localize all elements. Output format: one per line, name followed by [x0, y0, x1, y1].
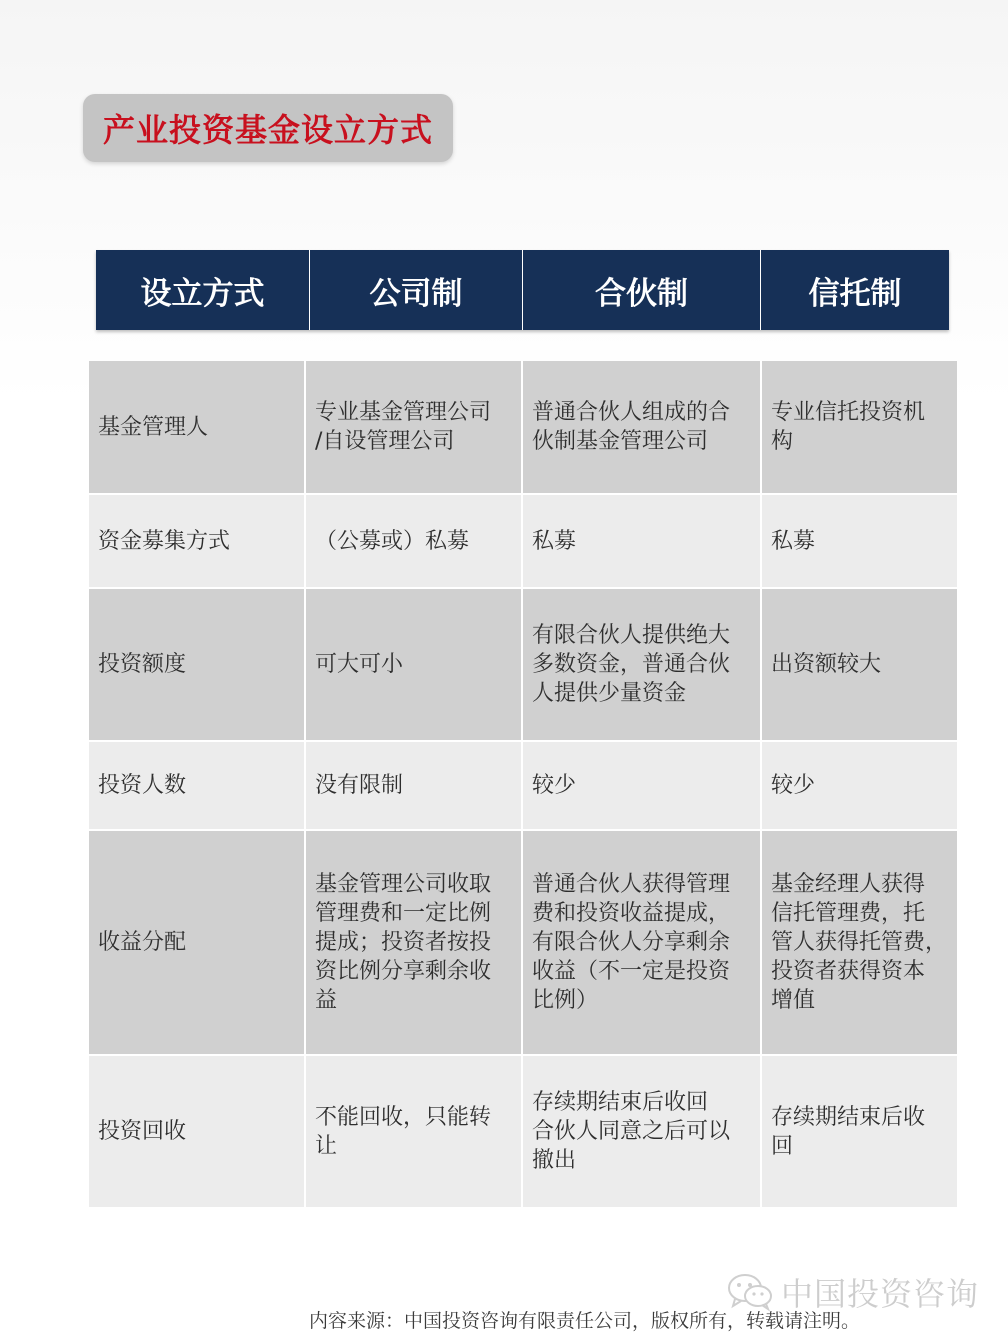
table-cell: 有限合伙人提供绝大 多数资金，普通合伙 人提供少量资金	[523, 589, 762, 740]
table-cell: 专业信托投资机 构	[771, 400, 926, 454]
table-header	[96, 250, 949, 330]
table-cell: 基金管理公司收取 管理费和一定比例 提成；投资者按投 资比例分享剩余收 益	[306, 831, 523, 1054]
table-cell: 专业基金管理公司 /自设管理公司	[306, 361, 523, 493]
table-cell: （公募或）私募	[306, 495, 523, 587]
table-cell: 普通合伙人获得管理 费和投资收益提成， 有限合伙人分享剩余 收益（不一定是投资 比例）	[523, 831, 762, 1054]
table-cell: 可大可小	[306, 589, 523, 740]
table-cell: 存续期结束后收 回	[771, 1104, 926, 1159]
comparison-table	[89, 361, 957, 1209]
table-cell: 私募	[771, 528, 816, 554]
table-row-investors	[89, 742, 957, 831]
row-label: 资金募集方式	[89, 495, 306, 587]
table-row-exit	[89, 1056, 957, 1209]
table-cell: 出资额较大	[771, 652, 882, 677]
title-box	[83, 94, 453, 162]
table-cell: 不能回收，只能转 让	[306, 1056, 523, 1207]
table-cell: 存续期结束后收回 合伙人同意之后可以 撤出	[523, 1056, 762, 1207]
table-row-fundraising	[89, 495, 957, 589]
row-label: 投资额度	[89, 589, 306, 740]
page-title: 产业投资基金设立方式	[102, 111, 433, 149]
table-cell: 私募	[523, 495, 762, 587]
table-cell: 基金经理人获得 信托管理费，托 管人获得托管费， 投资者获得资本 增值	[771, 872, 948, 1013]
table-row-manager	[89, 361, 957, 495]
table-row-amount	[89, 589, 957, 742]
table-cell: 较少	[523, 742, 762, 829]
header-partnership: 合伙制	[523, 250, 761, 330]
table-cell: 普通合伙人组成的合 伙制基金管理公司	[523, 361, 762, 493]
row-label: 收益分配	[89, 831, 306, 1054]
row-label: 投资人数	[89, 742, 306, 829]
source-note: 内容来源：中国投资咨询有限责任公司，版权所有，转载请注明。	[309, 1310, 861, 1332]
table-row-distribution	[89, 831, 957, 1056]
table-cell: 没有限制	[306, 742, 523, 829]
watermark-text: 中国投资咨询	[781, 1275, 980, 1313]
header-method: 设立方式	[96, 250, 310, 330]
row-label: 投资回收	[89, 1056, 306, 1207]
row-label: 基金管理人	[89, 361, 306, 493]
table-cell: 较少	[771, 773, 816, 798]
header-trust: 信托制	[761, 250, 949, 330]
header-company: 公司制	[310, 250, 523, 330]
